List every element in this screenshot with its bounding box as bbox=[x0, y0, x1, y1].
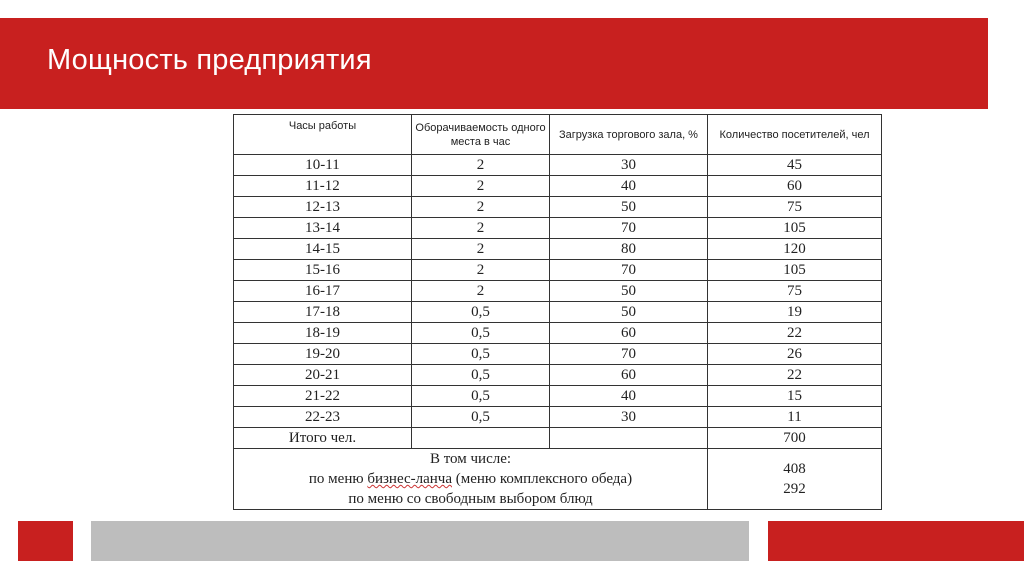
breakdown-values bbox=[708, 449, 882, 510]
cell-hours: 13-14 bbox=[234, 218, 412, 239]
cell-visitors: 75 bbox=[708, 197, 882, 218]
breakdown-line-1-prefix: по меню bbox=[308, 471, 368, 487]
cell-hours: 11-12 bbox=[234, 176, 412, 197]
table-row bbox=[234, 155, 882, 176]
table-row bbox=[234, 407, 882, 428]
total-label: Итого чел. bbox=[234, 428, 412, 449]
header-load: Загрузка торгового зала, % bbox=[550, 115, 708, 155]
cell-turnover: 0,5 bbox=[412, 302, 550, 323]
cell-load: 50 bbox=[550, 197, 708, 218]
cell-hours: 10-11 bbox=[234, 155, 412, 176]
total-empty-1 bbox=[412, 428, 550, 449]
cell-load: 70 bbox=[550, 344, 708, 365]
cell-turnover: 2 bbox=[412, 281, 550, 302]
cell-visitors: 11 bbox=[708, 407, 882, 428]
cell-load: 70 bbox=[550, 218, 708, 239]
capacity-table bbox=[233, 114, 882, 510]
breakdown-line-1-suffix: (меню комплексного обеда) bbox=[452, 471, 633, 487]
cell-turnover: 2 bbox=[412, 260, 550, 281]
breakdown-line-1 bbox=[234, 469, 707, 489]
cell-turnover: 0,5 bbox=[412, 323, 550, 344]
cell-visitors: 60 bbox=[708, 176, 882, 197]
cell-visitors: 105 bbox=[708, 218, 882, 239]
cell-turnover: 0,5 bbox=[412, 365, 550, 386]
table-row bbox=[234, 302, 882, 323]
footer-red-block-left bbox=[18, 521, 73, 561]
cell-visitors: 22 bbox=[708, 323, 882, 344]
table-body bbox=[234, 155, 882, 428]
table-row bbox=[234, 344, 882, 365]
table-row bbox=[234, 239, 882, 260]
cell-hours: 22-23 bbox=[234, 407, 412, 428]
header-hours: Часы работы bbox=[234, 115, 412, 155]
table-row bbox=[234, 323, 882, 344]
breakdown-value-1: 408 bbox=[783, 461, 806, 477]
cell-turnover: 0,5 bbox=[412, 407, 550, 428]
cell-load: 70 bbox=[550, 260, 708, 281]
cell-load: 40 bbox=[550, 176, 708, 197]
cell-turnover: 2 bbox=[412, 218, 550, 239]
table-row bbox=[234, 365, 882, 386]
footer-red-block-right bbox=[768, 521, 1024, 561]
cell-load: 30 bbox=[550, 407, 708, 428]
header-turnover: Оборачиваемость одного места в час bbox=[412, 115, 550, 155]
cell-visitors: 45 bbox=[708, 155, 882, 176]
cell-hours: 17-18 bbox=[234, 302, 412, 323]
table-row bbox=[234, 197, 882, 218]
cell-turnover: 2 bbox=[412, 155, 550, 176]
cell-hours: 16-17 bbox=[234, 281, 412, 302]
cell-load: 50 bbox=[550, 281, 708, 302]
cell-hours: 15-16 bbox=[234, 260, 412, 281]
cell-load: 50 bbox=[550, 302, 708, 323]
table-row bbox=[234, 260, 882, 281]
cell-turnover: 0,5 bbox=[412, 386, 550, 407]
cell-turnover: 2 bbox=[412, 176, 550, 197]
table-row bbox=[234, 218, 882, 239]
total-value: 700 bbox=[708, 428, 882, 449]
slide-title: Мощность предприятия bbox=[47, 44, 372, 76]
cell-load: 60 bbox=[550, 323, 708, 344]
table-row bbox=[234, 281, 882, 302]
cell-load: 30 bbox=[550, 155, 708, 176]
cell-load: 60 bbox=[550, 365, 708, 386]
cell-load: 80 bbox=[550, 239, 708, 260]
cell-visitors: 75 bbox=[708, 281, 882, 302]
breakdown-line-1-term: бизнес-ланча bbox=[367, 471, 452, 487]
cell-visitors: 19 bbox=[708, 302, 882, 323]
cell-hours: 18-19 bbox=[234, 323, 412, 344]
breakdown-intro: В том числе: bbox=[429, 451, 512, 467]
header-visitors: Количество посетителей, чел bbox=[708, 115, 882, 155]
table-row bbox=[234, 386, 882, 407]
cell-visitors: 15 bbox=[708, 386, 882, 407]
table-header-row bbox=[234, 115, 882, 155]
cell-load: 40 bbox=[550, 386, 708, 407]
total-empty-2 bbox=[550, 428, 708, 449]
cell-hours: 19-20 bbox=[234, 344, 412, 365]
total-row bbox=[234, 428, 882, 449]
table-row bbox=[234, 176, 882, 197]
cell-turnover: 2 bbox=[412, 197, 550, 218]
cell-turnover: 2 bbox=[412, 239, 550, 260]
breakdown-line-2: по меню со свободным выбором блюд bbox=[348, 491, 593, 507]
breakdown-notes bbox=[234, 449, 708, 510]
cell-hours: 14-15 bbox=[234, 239, 412, 260]
cell-visitors: 22 bbox=[708, 365, 882, 386]
cell-hours: 12-13 bbox=[234, 197, 412, 218]
footer-gray-bar bbox=[91, 521, 749, 561]
breakdown-row bbox=[234, 449, 882, 510]
cell-hours: 21-22 bbox=[234, 386, 412, 407]
cell-visitors: 105 bbox=[708, 260, 882, 281]
cell-turnover: 0,5 bbox=[412, 344, 550, 365]
cell-visitors: 26 bbox=[708, 344, 882, 365]
cell-visitors: 120 bbox=[708, 239, 882, 260]
breakdown-value-2: 292 bbox=[783, 481, 806, 497]
cell-hours: 20-21 bbox=[234, 365, 412, 386]
